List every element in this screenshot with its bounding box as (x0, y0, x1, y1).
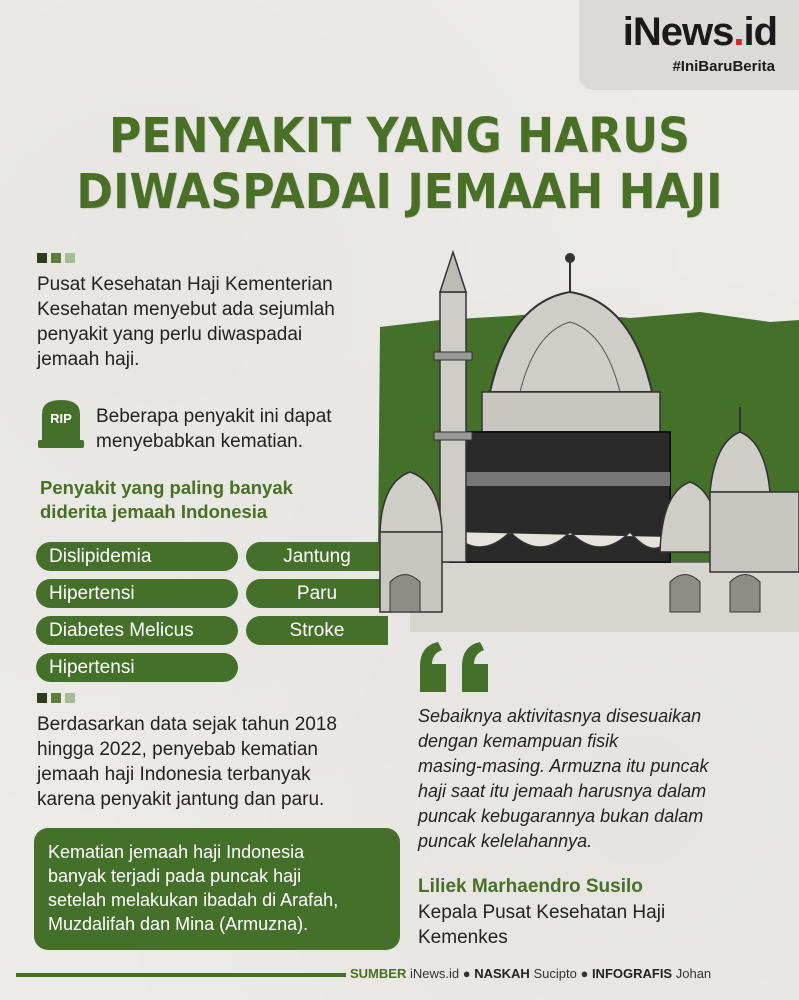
speaker-role-line: Kepala Pusat Kesehatan Haji (418, 902, 666, 923)
data-line: Berdasarkan data sejak tahun 2018 (37, 714, 337, 735)
quote-line: Sebaiknya aktivitasnya disesuaikan (418, 706, 702, 726)
note-line: Muzdalifah dan Mina (Armuzna). (48, 914, 309, 934)
intro-text (37, 272, 367, 372)
data-text (37, 712, 377, 812)
disease-pill: Paru (246, 579, 388, 608)
speaker-role-line: Kemenkes (418, 927, 508, 948)
tombstone-icon (36, 396, 86, 450)
logo-main-text: iNews (622, 10, 734, 54)
footer-source-value: iNews.id (409, 966, 460, 981)
title-line-2: DIWASPADAI JEMAAH HAJI (76, 164, 723, 220)
intro-line: Pusat Kesehatan Haji Kementerian (37, 274, 333, 295)
footer-divider (16, 973, 346, 977)
data-line: jemaah haji Indonesia terbanyak (37, 764, 311, 785)
footer-graphic-value: Johan (675, 966, 712, 981)
section-marker-icon (37, 253, 75, 263)
quote-line: puncak kebugarannya bukan dalam (418, 806, 704, 826)
footer-writer-label: NASKAH (474, 966, 530, 981)
mosque-illustration (370, 232, 799, 652)
footer-separator-icon: ● (580, 966, 589, 981)
note-line: banyak terjadi pada puncak haji (48, 866, 302, 886)
quote-mark-icon (416, 640, 498, 696)
disease-pill: Hipertensi (36, 579, 238, 608)
speaker-role (418, 900, 718, 950)
quote-line: masing-masing. Armuzna itu puncak (418, 756, 709, 776)
footer-graphic-label: INFOGRAFIS (591, 966, 673, 981)
rip-line: Beberapa penyakit ini dapat (96, 406, 332, 427)
inews-logo (623, 10, 777, 55)
disease-pill: Dislipidemia (36, 542, 238, 571)
logo-panel (579, 0, 799, 90)
footer-writer-value: Sucipto (533, 966, 577, 981)
disease-pill: Jantung (246, 542, 388, 571)
title-line-1: PENYAKIT YANG HARUS (109, 108, 690, 164)
disease-pill: Hipertensi (36, 653, 238, 682)
logo-tagline: #IniBaruBerita (672, 58, 775, 75)
data-line: karena penyakit jantung dan paru. (37, 789, 325, 810)
quote-text (418, 704, 788, 854)
logo-suffix-text: id (743, 10, 777, 54)
diseases-heading-line: Penyakit yang paling banyak (40, 477, 293, 498)
rip-text (96, 404, 376, 454)
diseases-heading-line: diderita jemaah Indonesia (40, 501, 268, 522)
note-line: Kematian jemaah haji Indonesia (48, 842, 305, 862)
section-marker-icon (37, 693, 75, 703)
intro-line: penyakit yang perlu diwaspadai (37, 324, 303, 345)
data-line: hingga 2022, penyebab kematian (37, 739, 319, 760)
disease-pill: Diabetes Melicus (36, 616, 238, 645)
logo-dot: . (733, 10, 744, 54)
speaker-name: Liliek Marhaendro Susilo (418, 876, 643, 897)
quote-line: puncak kelelahannya. (418, 831, 593, 851)
intro-line: jemaah haji. (37, 349, 140, 370)
footer-separator-icon: ● (462, 966, 471, 981)
rip-line: menyebabkan kematian. (96, 431, 304, 452)
footer-credits (350, 966, 711, 981)
note-line: setelah melakukan ibadah di Arafah, (48, 890, 339, 910)
disease-pill: Stroke (246, 616, 388, 645)
quote-line: dengan kemampuan fisik (418, 731, 619, 751)
diseases-heading (40, 476, 293, 524)
intro-line: Kesehatan menyebut ada sejumlah (37, 299, 335, 320)
footer-source-label: SUMBER (350, 966, 407, 981)
quote-line: haji saat itu jemaah harusnya dalam (418, 781, 707, 801)
note-box (34, 828, 400, 950)
rip-icon-label: RIP (50, 411, 72, 426)
